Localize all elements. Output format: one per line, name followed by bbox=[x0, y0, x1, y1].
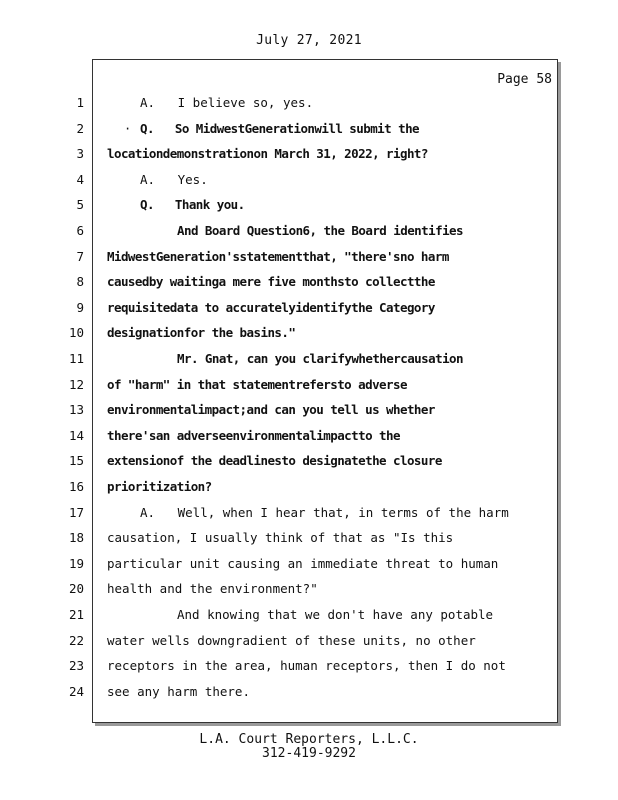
transcript-line bbox=[0, 220, 618, 242]
transcript-line bbox=[0, 604, 618, 626]
line-number: 17 bbox=[68, 504, 84, 520]
transcript-line bbox=[0, 169, 618, 191]
line-text: health and the environment?" bbox=[107, 581, 318, 597]
line-number: 14 bbox=[68, 427, 84, 443]
margin-mark: · bbox=[124, 121, 132, 136]
transcript-line bbox=[0, 118, 618, 140]
transcript-line bbox=[0, 527, 618, 549]
reporter-company: L.A. Court Reporters, L.L.C. bbox=[199, 732, 419, 747]
line-text: prioritization? bbox=[107, 479, 212, 494]
line-text: causedby waitinga mere five monthsto collectthe bbox=[107, 274, 435, 290]
line-text: A. Yes. bbox=[140, 171, 208, 187]
line-text: causation, I usually think of that as "Is this bbox=[107, 530, 454, 546]
line-number: 24 bbox=[68, 683, 84, 699]
line-number: 7 bbox=[76, 248, 84, 264]
line-number: 12 bbox=[68, 376, 84, 392]
line-number: 9 bbox=[76, 299, 84, 315]
line-number: 19 bbox=[68, 555, 84, 571]
line-text: particular unit causing an immediate threat to human bbox=[107, 555, 499, 571]
line-text: locationdemonstrationon March 31, 2022, right? bbox=[107, 146, 428, 162]
page-number: Page 58 bbox=[497, 72, 552, 87]
transcript-line bbox=[0, 143, 618, 165]
line-text: Q. Thank you. bbox=[140, 197, 245, 213]
transcript-line bbox=[0, 630, 618, 652]
line-number: 8 bbox=[76, 274, 84, 290]
transcript-line bbox=[0, 271, 618, 293]
line-text: of "harm" in that statementrefersto adverse bbox=[107, 376, 407, 392]
line-text: MidwestGeneration'sstatementthat, "there'sno harm bbox=[107, 248, 449, 264]
line-number: 22 bbox=[68, 632, 84, 648]
line-number: 20 bbox=[68, 581, 84, 597]
line-number: 23 bbox=[68, 658, 84, 674]
transcript-line bbox=[0, 399, 618, 421]
line-number: 18 bbox=[68, 530, 84, 546]
transcript-date: July 27, 2021 bbox=[256, 33, 362, 48]
transcript-line bbox=[0, 194, 618, 216]
line-number: 11 bbox=[68, 351, 84, 366]
line-number: 10 bbox=[68, 325, 84, 341]
transcript-line bbox=[0, 578, 618, 600]
line-number: 6 bbox=[76, 223, 84, 238]
line-number: 1 bbox=[76, 95, 84, 110]
line-number: 3 bbox=[76, 146, 84, 162]
line-text: designationfor the basins." bbox=[107, 325, 296, 341]
line-number: 13 bbox=[68, 402, 84, 418]
transcript-line bbox=[0, 681, 618, 703]
line-text: requisitedata to accuratelyidentifythe Category bbox=[107, 299, 435, 315]
transcript-line bbox=[0, 425, 618, 447]
line-text: A. Well, when I hear that, in terms of the harm bbox=[140, 504, 509, 520]
line-number: 4 bbox=[76, 171, 84, 187]
transcript-line bbox=[0, 92, 618, 114]
line-text: extensionof the deadlinesto designatethe closure bbox=[107, 453, 442, 469]
transcript-line bbox=[0, 374, 618, 396]
transcript-line bbox=[0, 655, 618, 677]
line-text: And knowing that we don't have any potable bbox=[177, 607, 494, 622]
transcript-line bbox=[0, 502, 618, 524]
line-text: A. I believe so, yes. bbox=[140, 95, 314, 110]
line-number: 2 bbox=[76, 120, 84, 136]
transcript-line bbox=[0, 450, 618, 472]
line-number: 16 bbox=[68, 479, 84, 494]
line-text: see any harm there. bbox=[107, 683, 250, 699]
line-text: Mr. Gnat, can you clarifywhethercausation bbox=[177, 351, 464, 366]
transcript-line bbox=[0, 322, 618, 344]
line-text: there'san adverseenvironmentalimpactto the bbox=[107, 427, 400, 443]
line-number: 5 bbox=[76, 197, 84, 213]
transcript-line bbox=[0, 476, 618, 498]
line-text: water wells downgradient of these units, no other bbox=[107, 632, 476, 648]
footer bbox=[0, 733, 618, 761]
transcript-line bbox=[0, 246, 618, 268]
line-text: environmentalimpact;and can you tell us whether bbox=[107, 402, 435, 418]
line-text: And Board Question6, the Board identifies bbox=[177, 223, 464, 238]
transcript-line bbox=[0, 297, 618, 319]
reporter-phone: 312-419-9292 bbox=[262, 746, 356, 761]
line-text: receptors in the area, human receptors, then I do not bbox=[107, 658, 506, 674]
line-text: Q. So MidwestGenerationwill submit the bbox=[140, 120, 420, 136]
transcript-line bbox=[0, 553, 618, 575]
transcript-line bbox=[0, 348, 618, 370]
line-number: 15 bbox=[68, 453, 84, 469]
line-number: 21 bbox=[68, 607, 84, 622]
